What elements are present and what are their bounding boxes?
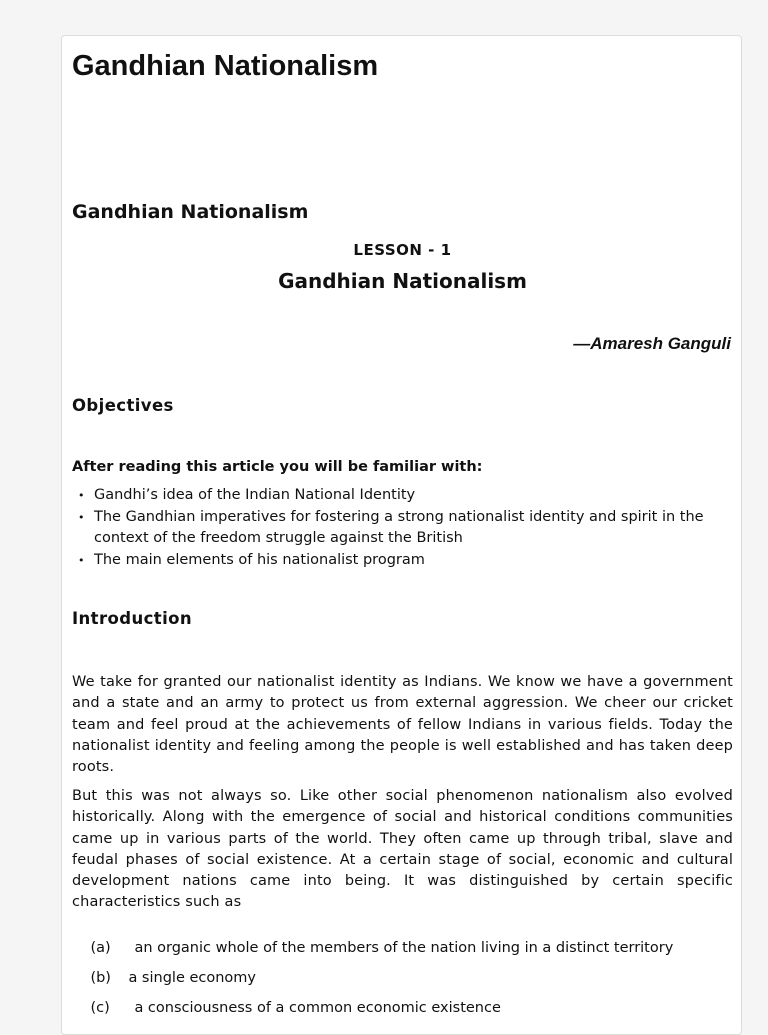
document-page [61,35,742,1035]
list-item: • The main elements of his nationalist program [94,550,756,572]
item-marker: (a) [90,940,111,956]
item-text: a consciousness of a common economic existence [134,1000,501,1016]
item-marker: (c) [90,1000,110,1016]
item-marker: (b) [90,970,111,986]
objectives-lead: After reading this article you will be familiar with: [72,459,483,475]
paragraph: We take for granted our nationalist identity as Indians. We know we have a government and a state and an army to protect us from external aggression. We cheer our cricket team and feel proud at the achievements of fellow Indians in various fields. Today the nationalist identity and feeling among the people is well established and has taken deep roots. [72,674,733,776]
introduction-heading: Introduction [72,609,193,628]
objectives-list [72,485,756,571]
document-title: Gandhian Nationalism [72,50,379,82]
item-text: an organic whole of the members of the nation living in a distinct territory [134,940,674,956]
objectives-heading: Objectives [72,396,174,415]
list-item [72,984,501,1032]
lesson-title: Gandhian Nationalism [278,269,527,293]
author-byline: —Amaresh Ganguli [573,334,731,353]
paragraph: But this was not always so. Like other social phenomenon nationalism also evolved historically. Along with the emergence of social and historical conditions communities came up in various parts of the world. They often came up through tribal, slave and feudal phases of social existence. At a certain stage of social, economic and cultural development nations came into being. It was distinguished by certain specific characteristics such as [72,788,733,911]
section-title: Gandhian Nationalism [72,201,309,223]
lesson-label: LESSON - 1 [353,241,452,259]
item-text: a single economy [128,970,256,986]
list-item: • Gandhi’s idea of the Indian National Identity [94,485,756,507]
list-item: • The Gandhian imperatives for fostering a strong nationalist identity and spirit in the context of the freedom struggle against the British [94,507,756,550]
